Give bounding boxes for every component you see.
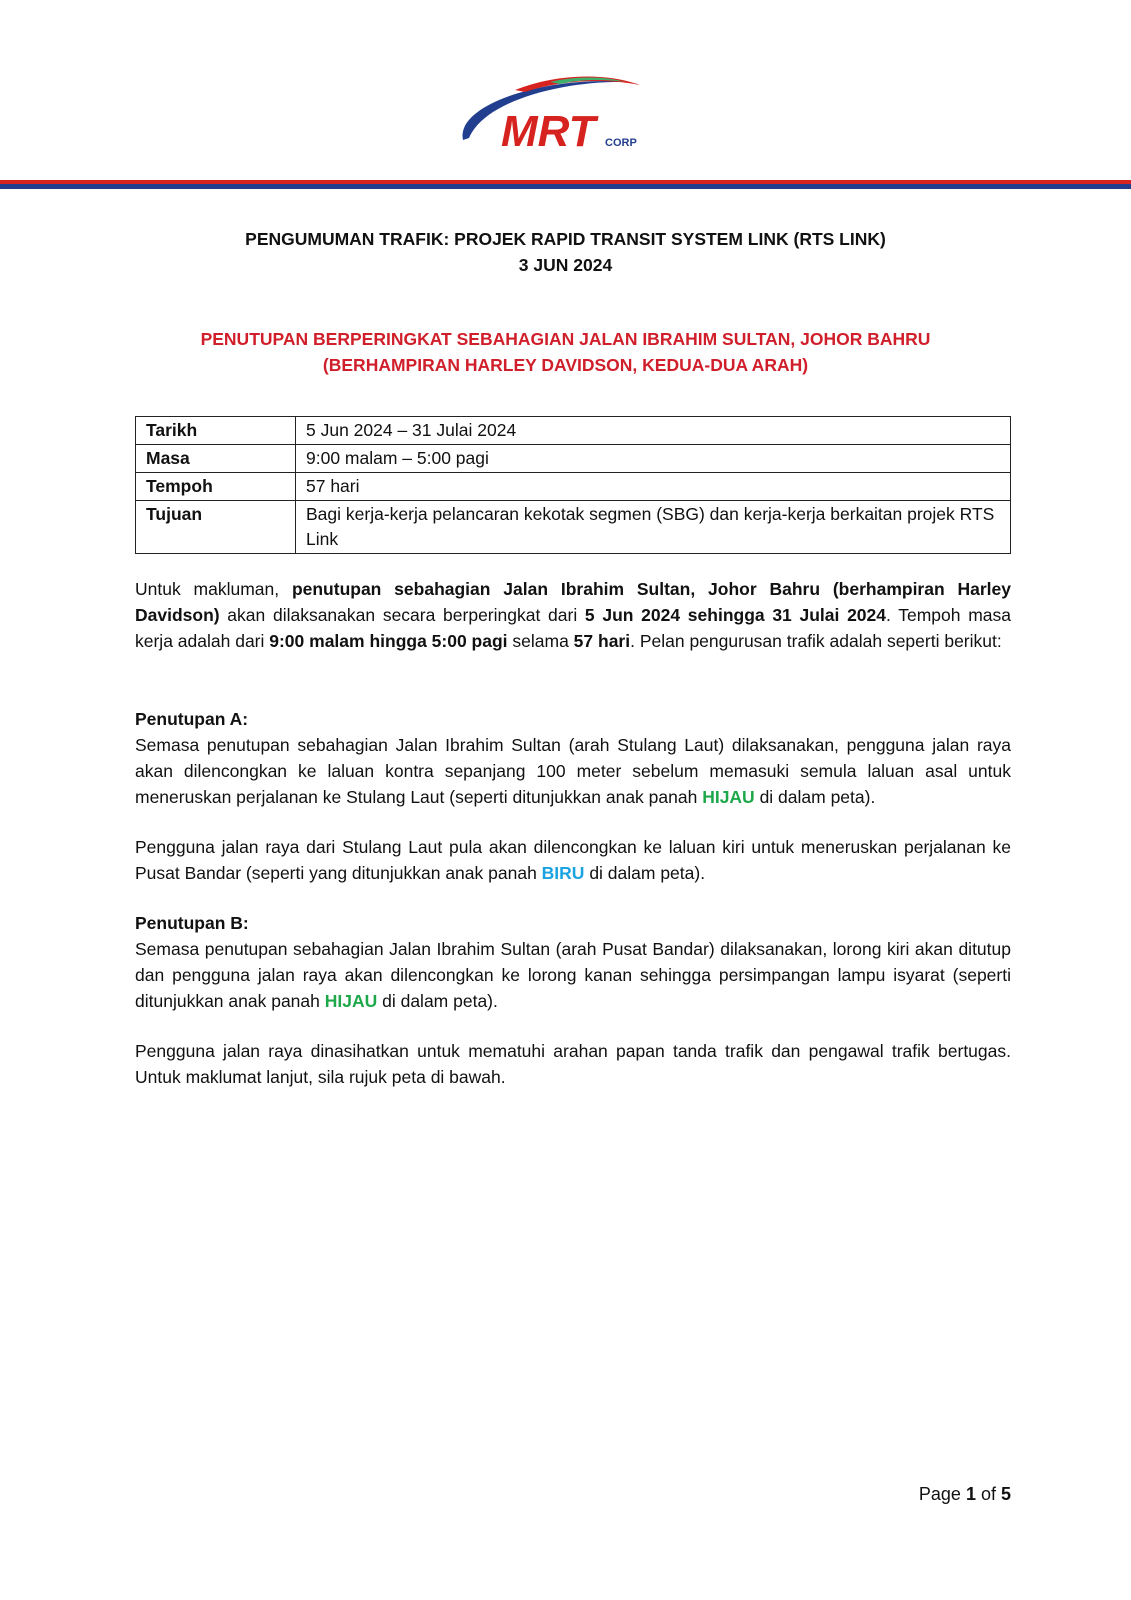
table-row [136, 473, 1011, 501]
logo-subtext: CORP [605, 137, 637, 149]
closure-subtitle [0, 326, 1131, 378]
table-row [136, 417, 1011, 445]
text-run: Pengguna jalan raya dari Stulang Laut pula akan dilencongkan ke laluan kiri untuk meneruskan perjalanan ke Pusat Bandar (seperti yang ditunjukkan anak panah [135, 837, 1011, 883]
section-b-heading: Penutupan B: [135, 913, 249, 933]
green-arrow-label: HIJAU [702, 787, 755, 807]
table-row [136, 501, 1011, 554]
mrt-corp-logo [455, 60, 655, 160]
announcement-title [0, 226, 1131, 278]
bold-run: 57 hari [573, 631, 631, 651]
table-value: Bagi kerja-kerja pelancaran kekotak segmen (SBG) dan kerja-kerja berkaitan projek RTS Link [296, 501, 1011, 554]
page-prefix: Page [918, 1484, 966, 1504]
closing-paragraph: Pengguna jalan raya dinasihatkan untuk mematuhi arahan papan tanda trafik dan pengawal trafik bertugas. Untuk maklumat lanjut, sila rujuk peta di bawah. [135, 1041, 1011, 1087]
blue-arrow-label: BIRU [541, 863, 585, 883]
table-value: 57 hari [296, 473, 1011, 501]
table-label: Tujuan [136, 501, 296, 554]
table-label: Tempoh [136, 473, 296, 501]
text-run: . Tempoh masa kerja adalah dari [135, 605, 1011, 651]
page-number [919, 1484, 1011, 1505]
logo-text: MRT [501, 107, 596, 156]
text-run: Semasa penutupan sebahagian Jalan Ibrahim Sultan (arah Stulang Laut) dilaksanakan, pengguna jalan raya akan dilencongkan ke laluan kontra sepanjang 100 meter sebelum memasuki semula laluan asal untuk meneruskan perjalanan ke Stulang Laut (seperti ditunjukkan anak panah [135, 735, 1011, 807]
text-run: . Pelan pengurusan trafik adalah seperti berikut: [630, 631, 1002, 651]
table-label: Tarikh [136, 417, 296, 445]
bold-run: penutupan sebahagian Jalan Ibrahim Sultan, Johor Bahru (berhampiran Harley Davidson) [135, 579, 1011, 625]
table-row [136, 445, 1011, 473]
page-total: 5 [1000, 1484, 1011, 1504]
closure-info-table [135, 416, 1011, 554]
table-value: 5 Jun 2024 – 31 Julai 2024 [296, 417, 1011, 445]
green-arrow-label: HIJAU [324, 991, 378, 1011]
text-run: akan dilaksanakan secara berperingkat dari [219, 605, 585, 625]
section-b-paragraph [135, 936, 1011, 1014]
title-date: 3 JUN 2024 [518, 255, 613, 275]
subtitle-line-2: (BERHAMPIRAN HARLEY DAVIDSON, KEDUA-DUA ARAH) [322, 355, 809, 375]
bold-run: 9:00 malam hingga 5:00 pagi [269, 631, 508, 651]
section-a-heading: Penutupan A: [135, 709, 249, 729]
page-of: of [975, 1484, 1001, 1504]
table-label: Masa [136, 445, 296, 473]
text-run: di dalam peta). [584, 863, 706, 883]
table-value: 9:00 malam – 5:00 pagi [296, 445, 1011, 473]
intro-paragraph [135, 576, 1011, 654]
text-run: Semasa penutupan sebahagian Jalan Ibrahim Sultan (arah Pusat Bandar) dilaksanakan, lorong kiri akan ditutup dan pengguna jalan raya akan dilencongkan ke lorong kanan sehingga persimpangan lampu isyarat (seperti ditunjukkan anak panah [135, 939, 1011, 1011]
page-current: 1 [965, 1484, 976, 1504]
text-run: selama [507, 631, 574, 651]
text-run: di dalam peta). [377, 991, 498, 1011]
text-run: di dalam peta). [754, 787, 876, 807]
section-a-paragraph-2 [135, 834, 1011, 886]
header-divider [0, 180, 1131, 193]
title-line-1: PENGUMUMAN TRAFIK: PROJEK RAPID TRANSIT SYSTEM LINK (RTS LINK) [245, 229, 886, 249]
text-run: Untuk makluman, [135, 579, 292, 599]
section-a-paragraph-1 [135, 732, 1011, 810]
subtitle-line-1: PENUTUPAN BERPERINGKAT SEBAHAGIAN JALAN IBRAHIM SULTAN, JOHOR BAHRU [200, 329, 931, 349]
bold-run: 5 Jun 2024 sehingga 31 Julai 2024 [584, 605, 886, 625]
